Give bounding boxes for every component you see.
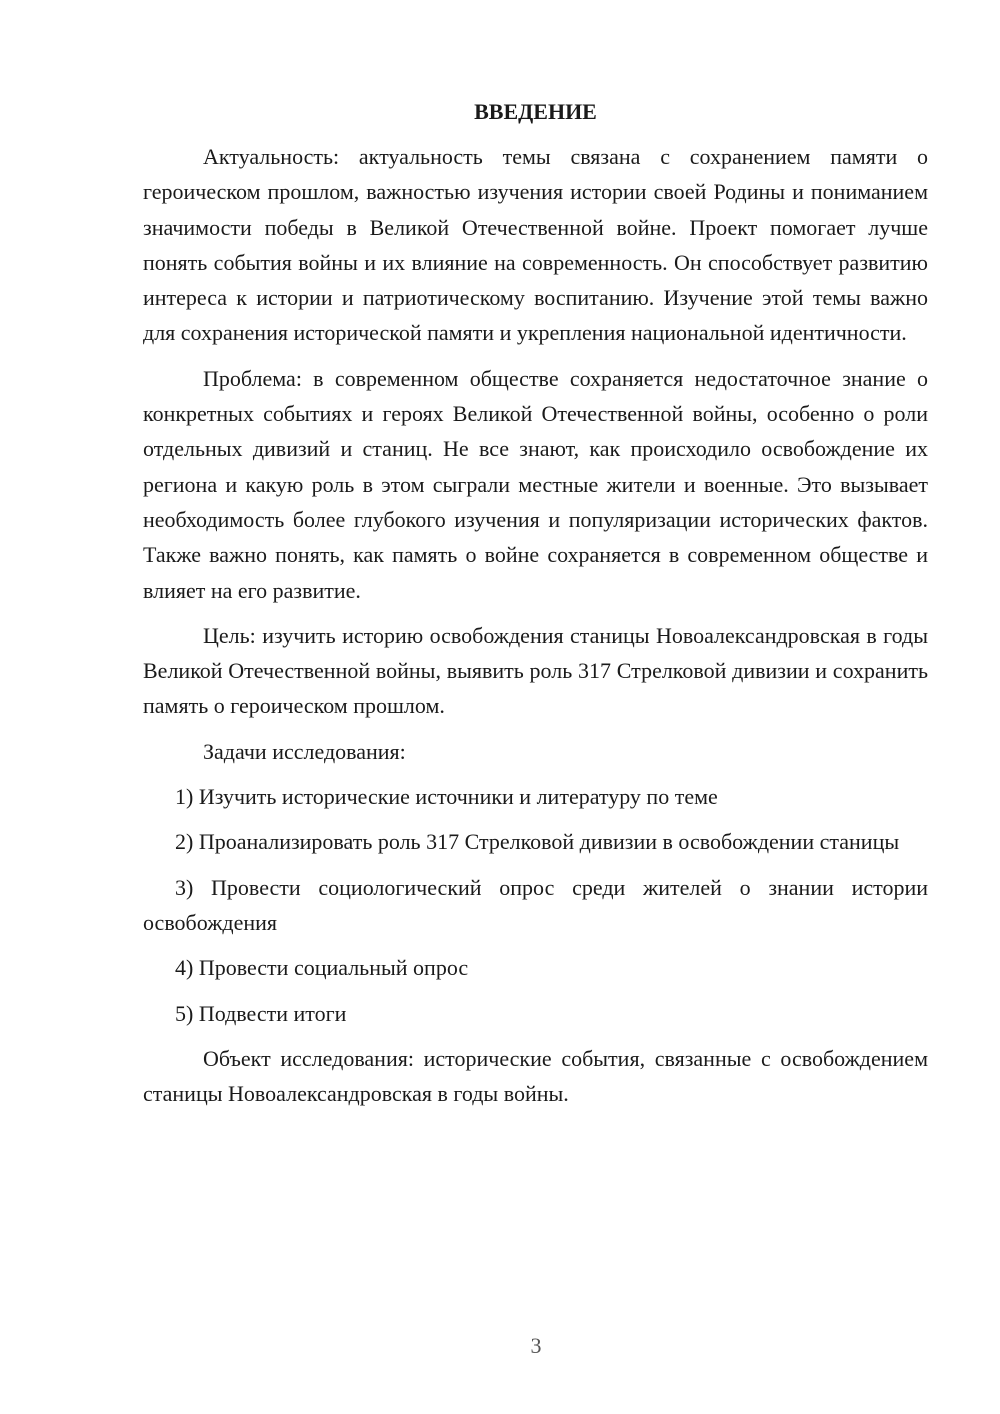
tasks-title: Задачи исследования:	[203, 738, 406, 764]
object-paragraph: Объект исследования: исторические события, связанные с освобождением станицы Новоалександровская в годы войны.	[143, 1045, 928, 1107]
task-item: 5) Подвести итоги	[175, 1000, 347, 1026]
problem-paragraph: Проблема: в современном обществе сохраняется недостаточное знание о конкретных событиях и героях Великой Отечественной войны, особенно о роли отдельных дивизий и станиц. Не все знают, как происходило освобождение их региона и какую роль в этом сыграли местные жители и военные. Это вызывает необходимость более глубокого изучения и популяризации исторических фактов. Также важно понять, как память о войне сохраняется в современном обществе и влияет на его развитие.	[143, 365, 928, 603]
task-item: 1) Изучить исторические источники и литературу по теме	[175, 784, 718, 810]
section-heading: ВВЕДЕНИЕ	[474, 99, 597, 124]
page-body	[143, 94, 928, 1121]
task-item: 3) Провести социологический опрос среди жителей о знании истории освобождения	[143, 874, 928, 935]
relevance-paragraph: Актуальность: актуальность темы связана с сохранением памяти о героическом прошлом, важностью изучения истории своей Родины и пониманием значимости победы в Великой Отечественной войне. Проект помогает лучше понять события войны и их влияние на современность. Он способствует развитию интереса к истории и патриотическому воспитанию. Изучение этой темы важно для сохранения исторической памяти и укрепления национальной идентичности.	[143, 144, 928, 346]
goal-paragraph: Цель: изучить историю освобождения станицы Новоалександровская в годы Великой Отечественной войны, выявить роль 317 Стрелковой дивизии и сохранить память о героическом прошлом.	[143, 622, 928, 719]
task-item: 4) Провести социальный опрос	[175, 955, 469, 981]
task-item: 2) Проанализировать роль 317 Стрелковой дивизии в освобождении станицы	[175, 829, 900, 855]
page-number: 3	[530, 1333, 542, 1358]
